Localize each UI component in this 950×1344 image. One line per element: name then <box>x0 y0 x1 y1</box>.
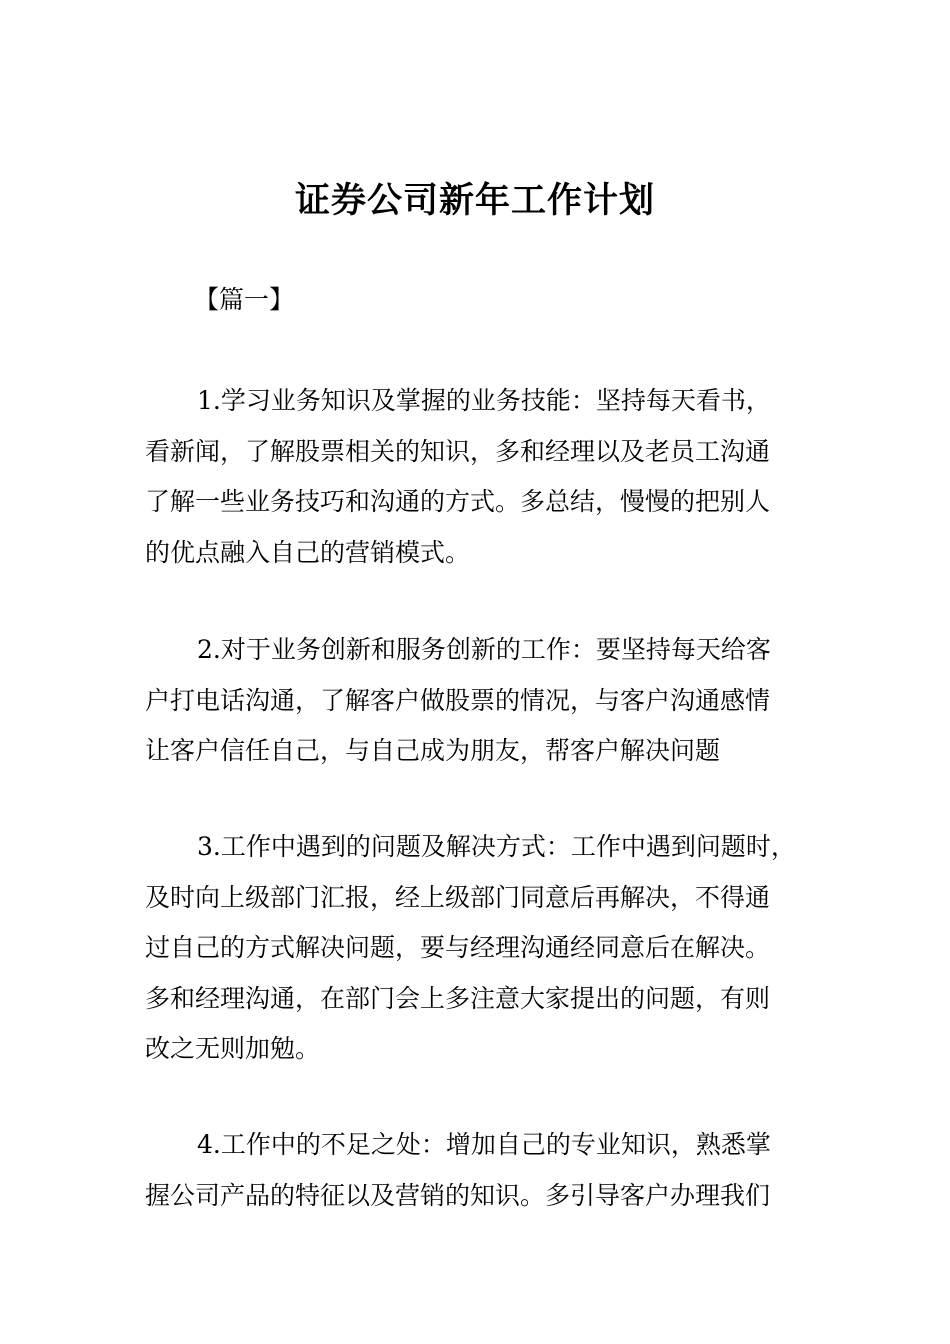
paragraph-line: 多和经理沟通，在部门会上多注意大家提出的问题，有则 <box>145 983 771 1013</box>
paragraph-line: 2.对于业务创新和服务创新的工作：要坚持每天给客 <box>197 635 771 664</box>
paragraph-line: 1.学习业务知识及掌握的业务技能：坚持每天看书， <box>197 386 771 415</box>
paragraph-1 <box>145 376 817 578</box>
paragraph-line: 改之无则加勉。 <box>145 1034 321 1063</box>
paragraph-3 <box>145 822 817 1075</box>
paragraph-line: 4.工作中的不足之处：增加自己的专业知识，熟悉掌 <box>197 1130 771 1159</box>
paragraph-line: 过自己的方式解决问题，要与经理沟通经同意后在解决。 <box>145 933 771 962</box>
paragraph-line: 握公司产品的特征以及营销的知识。多引导客户办理我们 <box>145 1180 771 1210</box>
paragraph-line: 看新闻，了解股票相关的知识，多和经理以及老员工沟通 <box>145 436 771 466</box>
paragraph-2 <box>145 625 817 777</box>
document-title: 证券公司新年工作计划 <box>294 181 655 221</box>
paragraph-line: 户打电话沟通，了解客户做股票的情况，与客户沟通感情 <box>145 685 771 715</box>
paragraph-line: 让客户信任自己，与自己成为朋友，帮客户解决问题 <box>145 736 721 765</box>
paragraph-line: 3.工作中遇到的问题及解决方式：工作中遇到问题时， <box>197 832 796 861</box>
section-label: 【篇一】 <box>194 285 295 314</box>
paragraph-line: 的优点融入自己的营销模式。 <box>145 537 471 567</box>
paragraph-line: 及时向上级部门汇报，经上级部门同意后再解决，不得通 <box>145 882 771 912</box>
paragraph-4 <box>145 1120 817 1221</box>
paragraph-line: 了解一些业务技巧和沟通的方式。多总结，慢慢的把别人 <box>145 487 771 516</box>
